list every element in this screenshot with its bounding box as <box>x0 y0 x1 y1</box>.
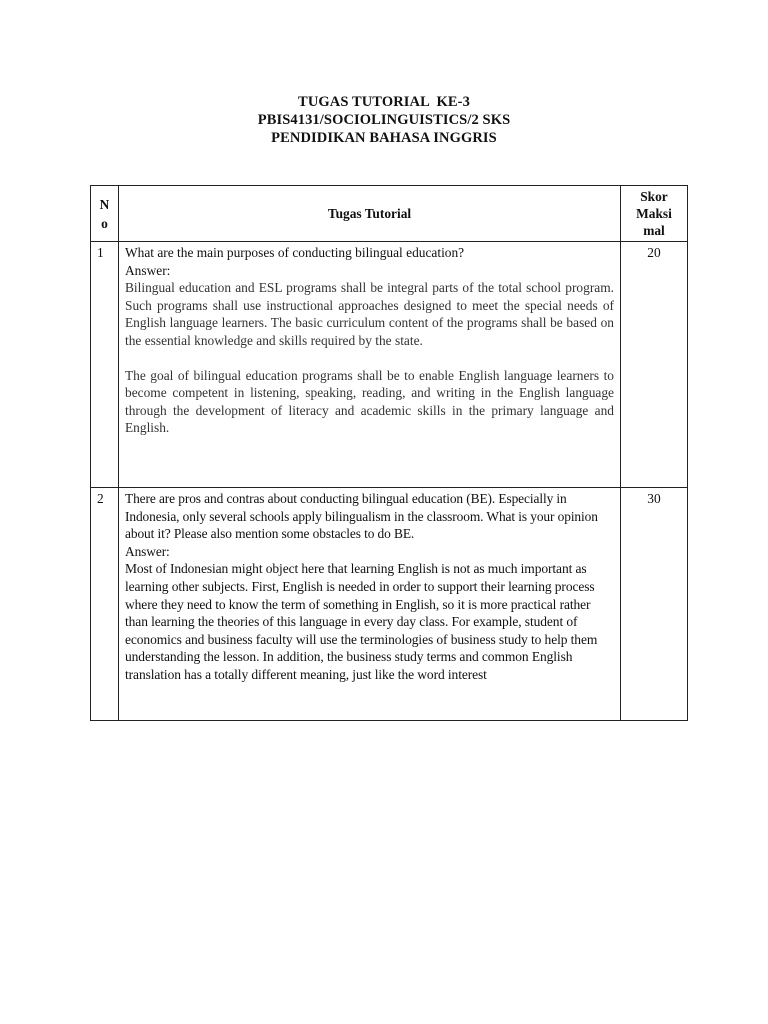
task-cell <box>119 242 621 488</box>
answer-paragraph: The goal of bilingual education programs shall be to enable English language learners to become competent in listening, speaking, reading, and writing in the English language through the development of literacy and academic skills in the primary language and English. <box>125 367 614 436</box>
column-header-score <box>621 186 688 242</box>
task-table <box>90 185 688 721</box>
answer-paragraph: Bilingual education and ESL programs shall be integral parts of the total school program. Such programs shall use instructional approaches designed to meet the special needs of English language learners. The basic curriculum content of the programs shall be based on the essential knowledge and skills required by the state. <box>125 280 614 348</box>
header-program: PENDIDIKAN BAHASA INGGRIS <box>271 130 497 146</box>
row-number: 1 <box>91 242 119 488</box>
column-header-no-line2: o <box>101 215 108 231</box>
row-number: 2 <box>91 488 119 721</box>
table-row <box>91 488 688 721</box>
document-header <box>0 93 768 147</box>
max-score: 30 <box>621 488 688 721</box>
paragraph-spacer <box>125 350 614 367</box>
question-text: There are pros and contras about conducting bilingual education (BE). Especially in Indonesia, only several schools apply bilingualism in the classroom. What is your opinion about it? Please also mention some obstacles to do BE. <box>125 491 598 542</box>
column-header-score-line3: mal <box>643 223 665 238</box>
answer-paragraph: Most of Indonesian might object here that learning English is not as much important as learning other subjects. First, English is needed in order to support their learning process where they need to know the term of something in English, so it is more practical rather than learning the theories of this language in every day class. For example, student of economics and business faculty will use the terminologies of business study to help them understanding the lesson. In addition, the business study terms and common English translation has a totally different meaning, just like the word interest <box>125 561 598 682</box>
header-title: TUGAS TUTORIAL KE-3 <box>298 94 470 110</box>
column-header-task: Tugas Tutorial <box>119 186 621 242</box>
table-row <box>91 242 688 488</box>
column-header-score-line2: Maksi <box>636 206 672 221</box>
answer-label: Answer: <box>125 543 170 559</box>
column-header-score-line1: Skor <box>640 189 668 204</box>
task-cell <box>119 488 621 721</box>
column-header-no-line1: N <box>99 196 110 212</box>
header-course: PBIS4131/SOCIOLINGUISTICS/2 SKS <box>257 112 511 128</box>
column-header-no <box>91 186 119 242</box>
max-score: 20 <box>621 242 688 488</box>
table-header-row <box>91 186 688 242</box>
answer-label: Answer: <box>125 262 171 278</box>
question-text: What are the main purposes of conducting bilingual education? <box>125 245 465 260</box>
